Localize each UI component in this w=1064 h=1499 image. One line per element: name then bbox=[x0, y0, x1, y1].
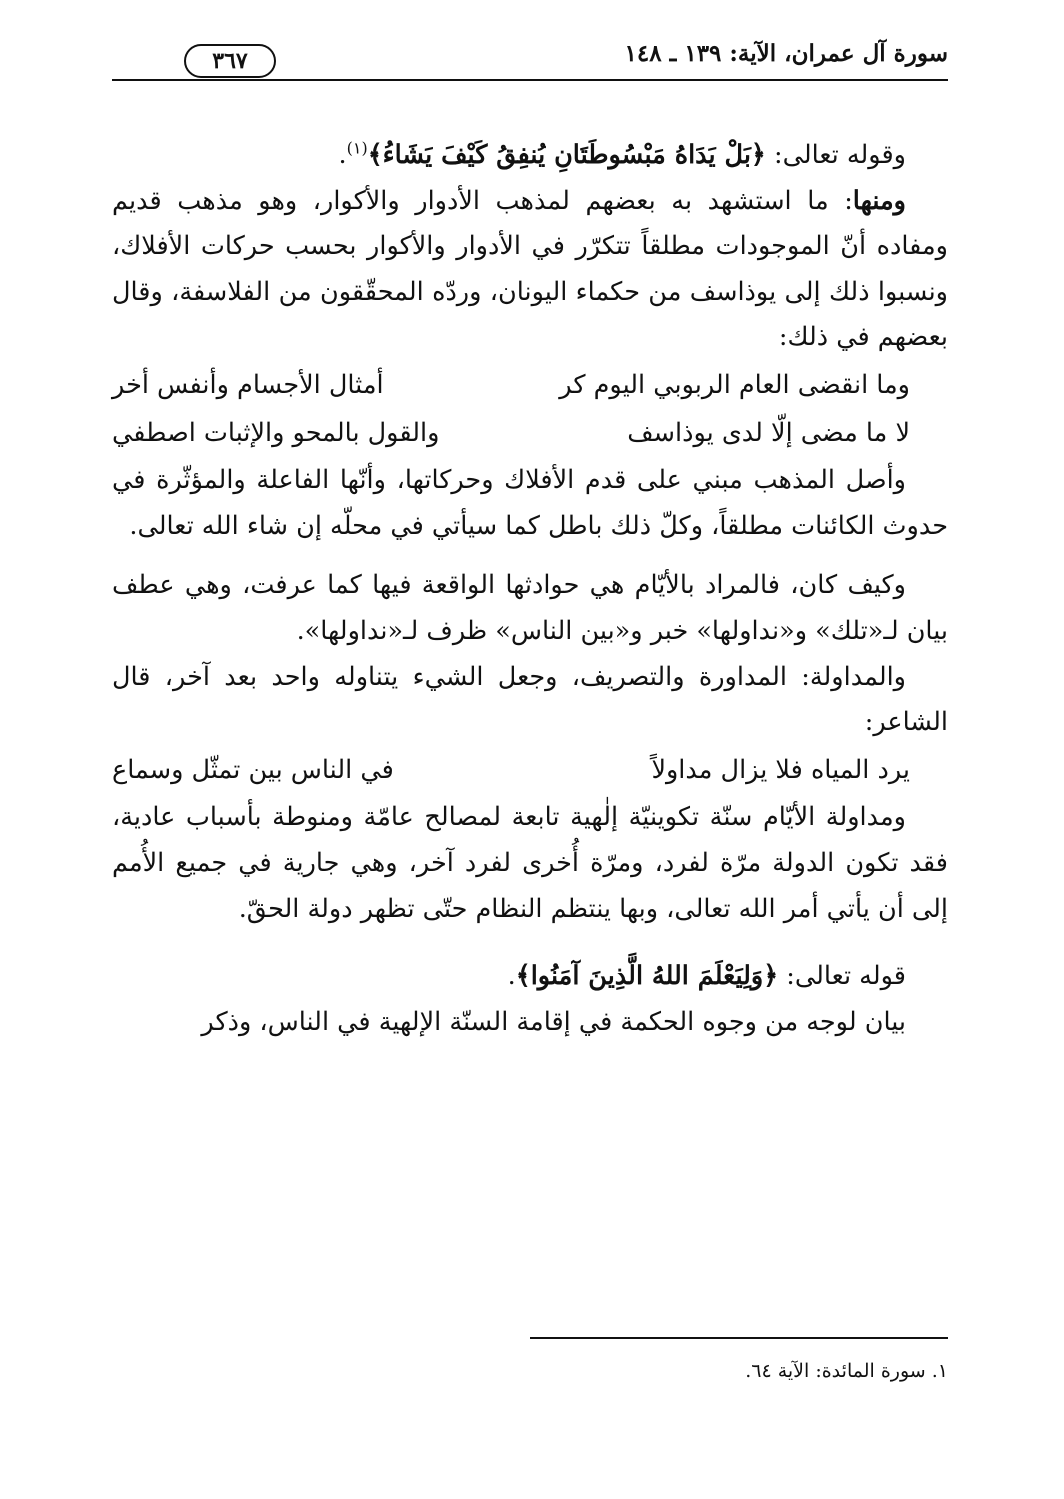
paragraph-2 bbox=[112, 179, 948, 361]
p7-intro: قوله تعالى: bbox=[778, 961, 906, 992]
verse-line-1 bbox=[112, 363, 948, 409]
paragraph-8: بيان لوجه من وجوه الحكمة في إقامة السنّة الإلهية في الناس، وذكر bbox=[201, 1006, 906, 1037]
verse-line-3 bbox=[112, 748, 948, 794]
page-header bbox=[112, 38, 948, 88]
paragraph-7 bbox=[112, 954, 948, 1000]
footnote: ١. سورة المائدة: الآية ٦٤. bbox=[745, 1360, 948, 1382]
verse-2-first-hemistich: لا ما مضى إلّا لدى يوذاسف bbox=[627, 417, 910, 448]
p2-lead-word: ومنها bbox=[852, 185, 906, 216]
body-text bbox=[112, 133, 948, 1045]
p1-intro: وقوله تعالى: bbox=[765, 140, 906, 170]
verse-1-first-hemistich: وما انقضى العام الربوبي اليوم كر bbox=[559, 369, 910, 400]
verse-line-2 bbox=[112, 411, 948, 457]
quran-quote-1: ﴿بَلْ يَدَاهُ مَبْسُوطَتَانِ يُنفِقُ كَيْفَ يَشَاءُ﴾ bbox=[367, 140, 766, 170]
quran-quote-2: ﴿وَلِيَعْلَمَ اللهُ الَّذِينَ آمَنُوا﴾ bbox=[515, 961, 779, 992]
footnote-reference: (١) bbox=[346, 138, 368, 158]
running-title: سورة آل عمران، الآية: ١٣٩ ـ ١٤٨ bbox=[624, 40, 948, 67]
paragraph-3: وأصل المذهب مبني على قدم الأفلاك وحركاتها، وأنّها الفاعلة والمؤثّرة في حدوث الكائنات مطلقاً، وكلّ ذلك باطل كما سيأتي في محلّه إن شاء الله تعالى. bbox=[112, 465, 948, 541]
verse-2-second-hemistich: والقول بالمحو والإثبات اصطفي bbox=[112, 417, 440, 448]
p7-end: . bbox=[507, 961, 516, 992]
paragraph-4: وكيف كان، فالمراد بالأيّام هي حوادثها الواقعة فيها كما عرفت، وهي عطف بيان لـ«تلك» و«نداولها» خبر و«بين الناس» ظرف لـ«نداولها». bbox=[112, 570, 948, 646]
verse-3-first-hemistich: يرد المياه فلا يزال مداولاً bbox=[651, 754, 910, 785]
paragraph-1 bbox=[112, 133, 948, 179]
p2-text: : ما استشهد به بعضهم لمذهب الأدوار والأكوار، وهو مذهب قديم ومفاده أنّ الموجودات مطلقاً تتكرّر في الأدوار والأكوار بحسب حركات الأفلاك، ونسبوا ذلك إلى يوذاسف من حكماء اليونان، وردّه المحقّقون من الفلاسفة، وقال بعضهم في ذلك: bbox=[112, 185, 948, 353]
verse-1-second-hemistich: أمثال الأجسام وأنفس أخر bbox=[112, 369, 384, 400]
verse-3-second-hemistich: في الناس بين تمثّل وسماع bbox=[112, 754, 394, 785]
footnote-rule bbox=[530, 1337, 948, 1339]
p1-end: . bbox=[338, 140, 347, 170]
paragraph-5: والمداولة: المداورة والتصريف، وجعل الشيء يتناوله واحد بعد آخر، قال الشاعر: bbox=[112, 661, 948, 738]
header-rule bbox=[112, 79, 948, 81]
page-number: ٣٦٧ bbox=[184, 44, 276, 78]
paragraph-6: ومداولة الأيّام سنّة تكوينيّة إلٰهية تابعة لمصالح عامّة ومنوطة بأسباب عادية، فقد تكون الدولة مرّة لفرد، ومرّة أُخرى لفرد آخر، وهي جارية في جميع الأُمم إلى أن يأتي أمر الله تعالى، وبها ينتظم النظام حتّى تظهر دولة الحقّ. bbox=[112, 802, 948, 924]
